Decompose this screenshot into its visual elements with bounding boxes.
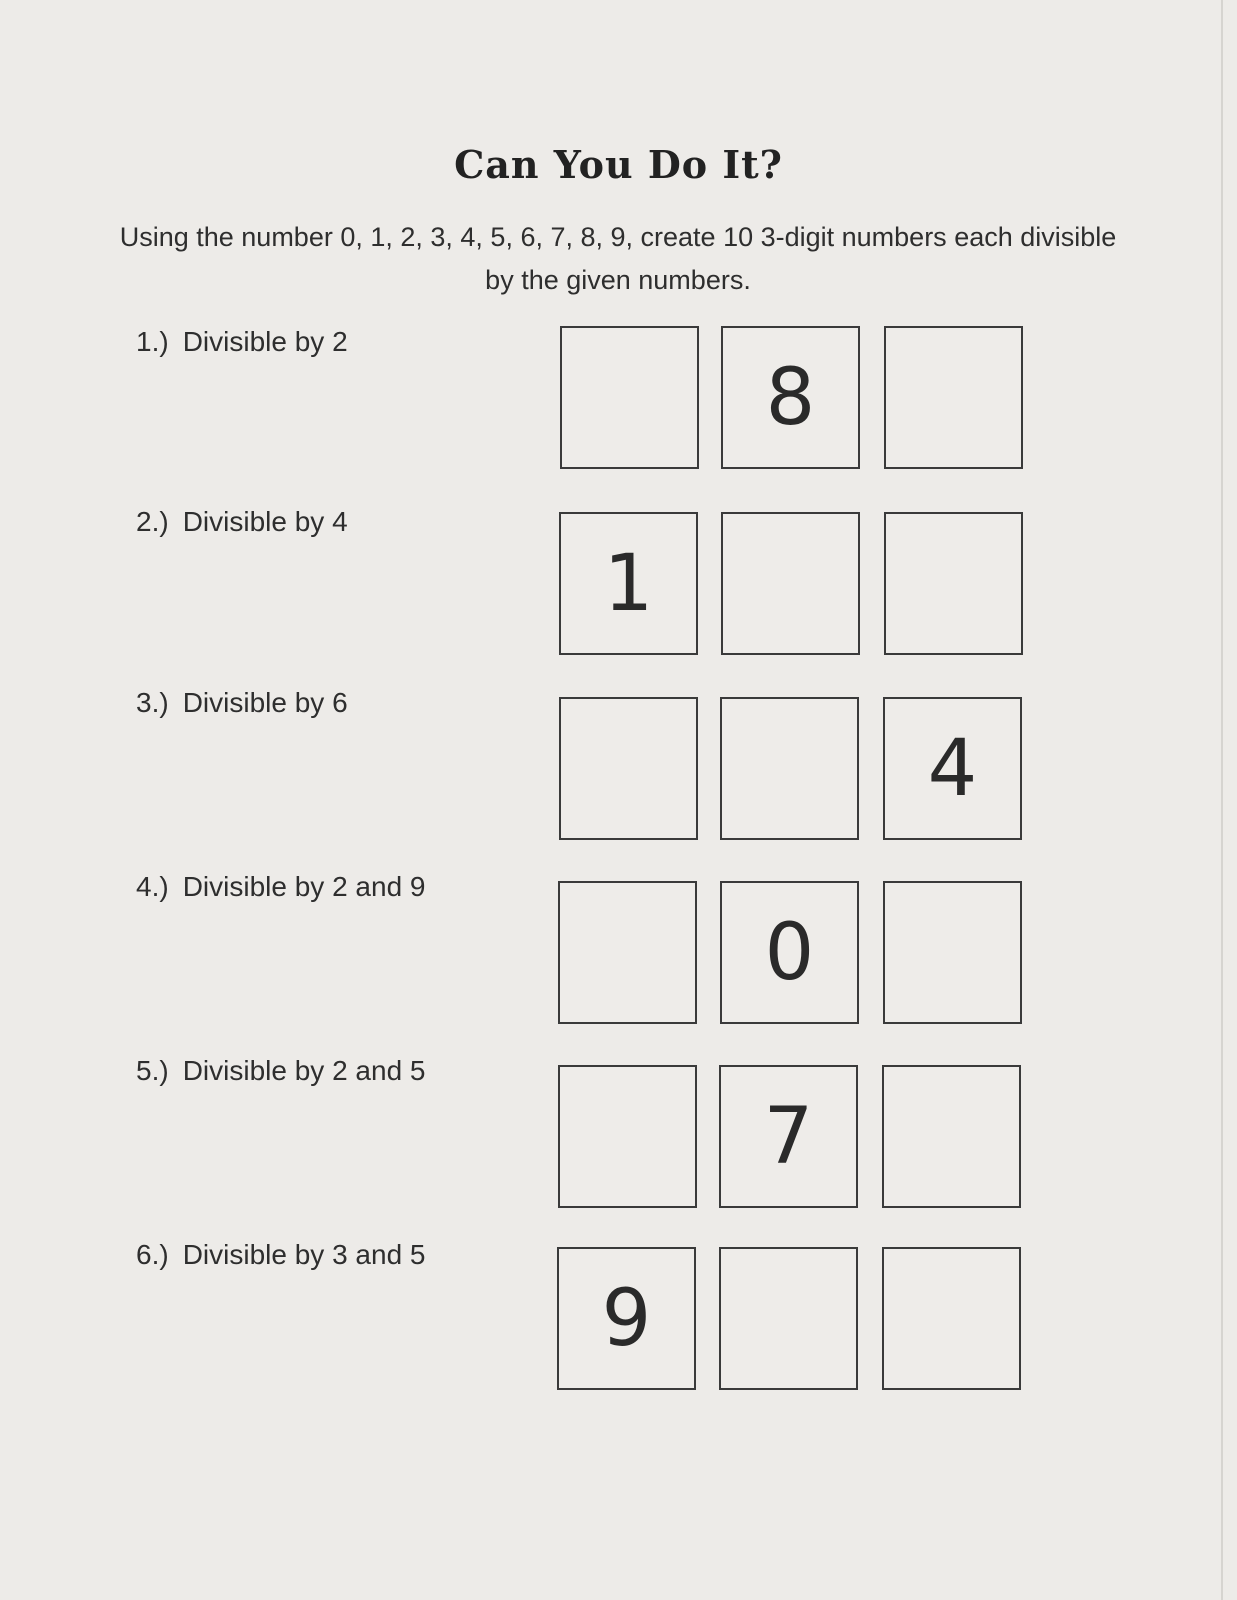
problem-number: 3.): [136, 687, 169, 718]
problem-number: 1.): [136, 326, 169, 357]
problem-label: Divisible by 2 and 9: [182, 871, 426, 902]
digit-box-ones[interactable]: 4: [883, 697, 1022, 840]
digit-box-ones[interactable]: [882, 1065, 1021, 1208]
problem-label: Divisible by 2 and 5: [182, 1055, 426, 1086]
problem-row: [0, 1239, 1237, 1397]
problem-prompt: [136, 871, 426, 903]
digit-box-tens[interactable]: 7: [719, 1065, 858, 1208]
problem-label: Divisible by 6: [182, 687, 348, 718]
problem-row: [0, 687, 1237, 847]
digit-box-ones[interactable]: [882, 1247, 1021, 1390]
problem-row: [0, 871, 1237, 1031]
problem-prompt: [136, 506, 348, 538]
problem-prompt: [136, 687, 348, 719]
digit-box-tens[interactable]: [721, 512, 860, 655]
digit-box-hundreds[interactable]: [558, 881, 697, 1024]
digit-box-ones[interactable]: [884, 512, 1023, 655]
problem-row: [0, 506, 1237, 662]
problem-row: [0, 1055, 1237, 1215]
digit-box-hundreds[interactable]: [559, 697, 698, 840]
problem-number: 4.): [136, 871, 169, 902]
digit-box-tens[interactable]: 0: [720, 881, 859, 1024]
digit-box-tens[interactable]: [720, 697, 859, 840]
problem-prompt: [136, 1239, 426, 1271]
problem-label: Divisible by 2: [182, 326, 348, 357]
digit-box-tens[interactable]: [719, 1247, 858, 1390]
digit-box-ones[interactable]: [883, 881, 1022, 1024]
problem-row: [0, 326, 1237, 476]
page-title: Can You Do It?: [454, 142, 783, 187]
problem-prompt: [136, 1055, 426, 1087]
problem-prompt: [136, 326, 348, 358]
instructions: Using the number 0, 1, 2, 3, 4, 5, 6, 7, 8, 9, create 10 3-digit numbers each divisible by the given numbers.: [119, 222, 1117, 295]
digit-box-hundreds[interactable]: 1: [559, 512, 698, 655]
problem-number: 5.): [136, 1055, 169, 1086]
problem-label: Divisible by 4: [182, 506, 348, 537]
digit-box-hundreds[interactable]: [560, 326, 699, 469]
digit-box-ones[interactable]: [884, 326, 1023, 469]
digit-box-hundreds[interactable]: [558, 1065, 697, 1208]
problem-number: 6.): [136, 1239, 169, 1270]
problem-label: Divisible by 3 and 5: [182, 1239, 426, 1270]
digit-box-hundreds[interactable]: 9: [557, 1247, 696, 1390]
problem-number: 2.): [136, 506, 169, 537]
digit-box-tens[interactable]: 8: [721, 326, 860, 469]
